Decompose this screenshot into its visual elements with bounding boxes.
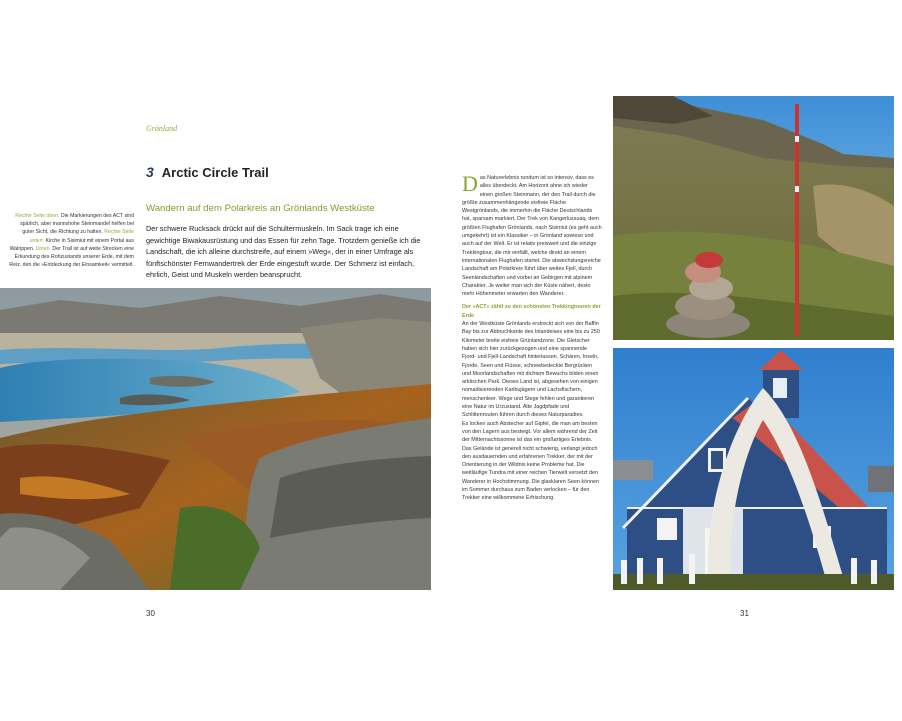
chapter-number: 3 <box>146 164 154 180</box>
chapter-subtitle: Wandern auf dem Polarkreis an Grönlands Westküste <box>146 203 375 214</box>
page-number-left: 30 <box>146 609 155 618</box>
drop-cap: D <box>462 171 478 196</box>
page-number-right: 31 <box>740 609 749 618</box>
landscape-photo <box>0 288 431 590</box>
body-paragraph-2: An der Westküste Grönlands erstreckt sich von der Baffin Bay bis zur Abbruchkante des Inlandeises eine bis zu 250 Kilometer breite eisfreie Grünlandzone. Die Gletscher haben sich hier zurückgezogen und eine spannende Fjord- und Fjell-Landschaft hinterlassen. Schären, Inseln, Fjorde, Seen und Flüsse, schneebedeckte Bergrücken und Moorlandschaften mit dichtem Bewuchs bilden einen arktischen Park. Dieses Land ist, abgesehen von einigen nomadisierenden Karibujägern und Lachsfischern, menschenleer. Wege und Stege fehlen und garantieren eine Natur im Urzustand. Alte Jagdpfade und Schlittenrouten führen durch dieses Naturparadies. <box>462 321 600 419</box>
caption-text-top: Die Markierungen des ACT sind spärlich, aber mannshohe Steinmandel helfen bei guter Sicht, die Richtung zu halten. <box>20 213 134 236</box>
body-heading: Der »ACT« zählt zu den schönsten Trekkingtouren der Erde <box>462 304 601 319</box>
chapter-title <box>146 164 269 180</box>
running-head: Grönland <box>146 124 178 133</box>
photo-caption <box>8 212 134 269</box>
caption-label-below: Unten: <box>35 245 51 252</box>
intro-paragraph: Der schwere Rucksack drückt auf die Schultermuskeln. Im Sack trage ich eine gewichtige Biwakausrüstung und das Essen für zehn Tage. Trotzdem genieße ich die Landschaft, die ich alleine durchstreife, auf einem »Weg«, der in einer Umfrage als fünftschönster Fernwandertrek der Erde eingestuft wurde. Der Schmerz ist einfach, ehrlich, Geist und Muskeln werden beansprucht. <box>146 224 421 280</box>
body-paragraph-3: Es locken auch Abstecher auf Gipfel, die man am besten von den Lagern aus besteigt. Vor allem während der Zeit der Mitternachtssonne ist das ein großartiges Erlebnis. Das Gelände ist generell nicht schwierig, verlangt jedoch den ausdauernden und erfahrenen Trekker, der mit der Orientierung in der Wildnis keine Probleme hat. Die weitläufige Tundra mit einer reichen Tierwelt versetzt den Wanderer in Hochstimmung. Die glasklaren Seen können im Sommer durchaus zum Baden verlocken – für den Trekker eine willkommene Erfrischung. <box>462 420 600 502</box>
caption-label-bottom: Rechte Seite unten: <box>29 229 134 244</box>
body-paragraph-1: Das Naturerlebnis rundum ist so intensiv, dass es alles überdeckt. Am Horizont ahne ich wieder einen großen Steinmann, der den Trail durch die größte zusammenhängende eisfreie Fläche Westgrönlands, die immerhin die Fläche Deutschlands hat, sparsam markiert. Der Trek von Kangerlussuaq, dem größten Flughafen Grönlands, nach Sisimiut (es geht auch umgekehrt) ist ein Klassiker – in Grönland sowieso und auch auf der Welt. Er ist relativ preiswert und die einzige Trekkingtour, die mir einfällt, welche direkt an einem internationalen Flughafen startet. Die abwechslungsreiche Landschaft am Polarkreis führt über weites Fjell, durch Seenlandschaften und vorbei an Gebirgen mit alpinem Charakter. Je weiter man sich der Küste nähert, desto mehr Höhenmeter erwarten den Wanderer. <box>462 171 602 298</box>
body-text <box>462 171 602 503</box>
caption-text-below: Der Trail ist auf weite Strecken eine Erkundung des Rohzustands unserer Erde, mit dem Reiz, den die »Entdeckung der Einsamkeit« vermittelt. <box>9 245 134 269</box>
chapter-name: Arctic Circle Trail <box>161 165 269 180</box>
caption-label-top: Rechte Seite oben: <box>15 213 60 219</box>
cairn-photo <box>613 96 894 340</box>
caption-text-bottom: Kirche in Sisimiut mit einem Portal aus Walrippen. <box>9 237 134 252</box>
church-photo <box>613 348 894 590</box>
